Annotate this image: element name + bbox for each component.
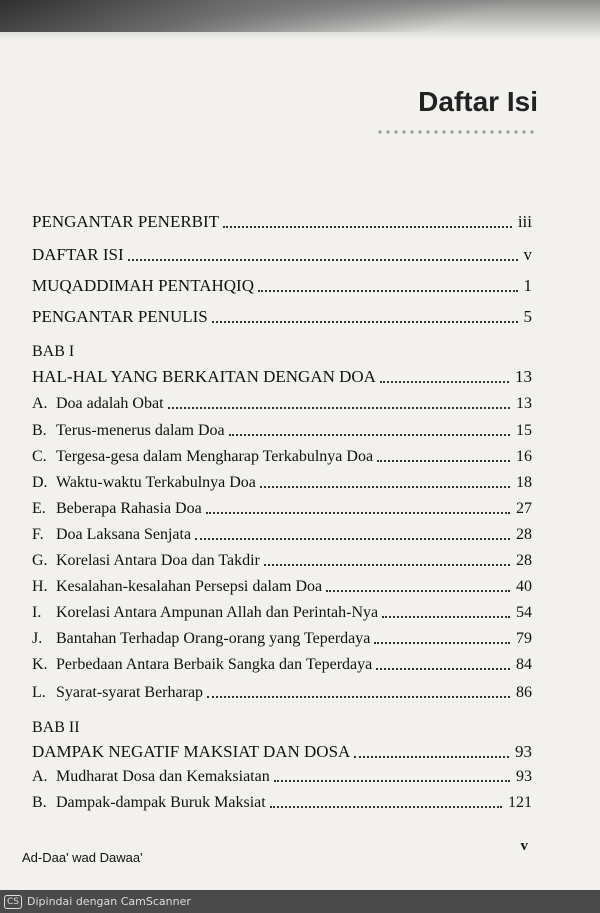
dot-leader bbox=[223, 226, 512, 228]
toc-entry-label: DAMPAK NEGATIF MAKSIAT DAN DOSA bbox=[32, 742, 351, 761]
toc-page-number: 13 bbox=[515, 367, 532, 386]
toc-entry-label: PENGANTAR PENERBIT bbox=[32, 212, 220, 231]
toc-page-number: 86 bbox=[516, 684, 532, 701]
toc-page-number: 5 bbox=[523, 307, 532, 326]
toc-item bbox=[32, 422, 532, 440]
item-letter: A. bbox=[32, 768, 48, 785]
toc-entry-label: Perbedaan Antara Berbaik Sangka dan Teperdaya bbox=[56, 656, 373, 673]
dot-leader bbox=[326, 590, 510, 592]
toc-entry-label: PENGANTAR PENULIS bbox=[32, 307, 208, 326]
chapter-label: BAB II bbox=[32, 719, 80, 736]
toc-entry-label: Tergesa-gesa dalam Mengharap Terkabulnya Doa bbox=[56, 448, 374, 465]
toc-entry bbox=[32, 276, 532, 296]
toc-item bbox=[32, 395, 532, 413]
dot-leader bbox=[206, 512, 510, 514]
toc-page-number: 28 bbox=[516, 552, 532, 569]
item-letter: G. bbox=[32, 552, 48, 569]
dot-leader bbox=[207, 696, 510, 698]
toc-page-number: 93 bbox=[515, 742, 532, 761]
page-number: v bbox=[520, 838, 528, 854]
item-letter: B. bbox=[32, 422, 47, 439]
dot-leader bbox=[260, 486, 510, 488]
item-letter: A. bbox=[32, 395, 48, 412]
toc-item bbox=[32, 604, 532, 622]
toc-entry bbox=[32, 307, 532, 327]
chapter-label: BAB I bbox=[32, 343, 75, 360]
toc-entry-label: Bantahan Terhadap Orang-orang yang Teperdaya bbox=[56, 630, 371, 647]
toc-item bbox=[32, 768, 532, 786]
toc-entry bbox=[32, 245, 532, 265]
toc-item bbox=[32, 474, 532, 492]
toc-entry-label: Doa adalah Obat bbox=[56, 395, 164, 412]
toc-item bbox=[32, 448, 532, 466]
toc-item bbox=[32, 578, 532, 596]
item-letter: I. bbox=[32, 604, 42, 621]
toc-entry-label: Korelasi Antara Doa dan Takdir bbox=[56, 552, 260, 569]
chapter-heading bbox=[32, 367, 532, 387]
toc-entry-label: Doa Laksana Senjata bbox=[56, 526, 192, 543]
dot-leader bbox=[258, 290, 518, 292]
toc-page-number: 84 bbox=[516, 656, 532, 673]
toc-page-number: iii bbox=[517, 212, 532, 231]
item-letter: J. bbox=[32, 630, 43, 647]
item-letter: D. bbox=[32, 474, 48, 491]
toc-entry-label: Syarat-syarat Berharap bbox=[56, 684, 204, 701]
dot-leader bbox=[354, 756, 509, 758]
page-curl bbox=[0, 0, 600, 32]
item-letter: B. bbox=[32, 794, 47, 811]
item-letter: H. bbox=[32, 578, 48, 595]
toc-page-number: 79 bbox=[516, 630, 532, 647]
dot-leader bbox=[264, 564, 510, 566]
dot-leader bbox=[382, 616, 510, 618]
toc-item bbox=[32, 552, 532, 570]
toc-page-number: 15 bbox=[516, 422, 532, 439]
item-letter: L. bbox=[32, 684, 46, 701]
dot-leader bbox=[377, 460, 510, 462]
toc-page-number: 27 bbox=[516, 500, 532, 517]
toc-entry-label: Waktu-waktu Terkabulnya Doa bbox=[56, 474, 256, 491]
toc-entry-label: HAL-HAL YANG BERKAITAN DENGAN DOA bbox=[32, 367, 376, 386]
dot-leader bbox=[270, 806, 502, 808]
item-letter: C. bbox=[32, 448, 47, 465]
item-letter: K. bbox=[32, 656, 48, 673]
camscanner-icon: CS bbox=[4, 895, 22, 909]
toc-entry-label: Beberapa Rahasia Doa bbox=[56, 500, 202, 517]
toc-page-number: 28 bbox=[516, 526, 532, 543]
toc-entry-label: Kesalahan-kesalahan Persepsi dalam Doa bbox=[56, 578, 323, 595]
dot-leader bbox=[376, 668, 510, 670]
toc-item bbox=[32, 526, 532, 544]
toc-item bbox=[32, 684, 532, 702]
dot-leader bbox=[380, 381, 509, 383]
toc-item bbox=[32, 630, 532, 648]
toc-entry-label: Mudharat Dosa dan Kemaksiatan bbox=[56, 768, 270, 785]
toc-page-number: 54 bbox=[516, 604, 532, 621]
dot-leader bbox=[128, 259, 518, 261]
toc-page-number: 13 bbox=[516, 395, 532, 412]
dot-leader bbox=[229, 434, 510, 436]
page-title: Daftar Isi bbox=[418, 86, 538, 117]
toc-item bbox=[32, 500, 532, 518]
scanner-watermark bbox=[0, 890, 600, 913]
toc-page-number: 18 bbox=[516, 474, 532, 491]
dot-leader bbox=[212, 321, 518, 323]
dot-leader bbox=[168, 407, 510, 409]
scanner-text: Dipindai dengan CamScanner bbox=[27, 895, 191, 908]
chapter-heading bbox=[32, 742, 532, 762]
running-footer: Ad-Daa' wad Dawaa' bbox=[22, 850, 143, 865]
dot-leader bbox=[374, 642, 510, 644]
toc-page-number: 93 bbox=[516, 768, 532, 785]
title-dotted-rule bbox=[376, 129, 536, 135]
toc-page-number: 121 bbox=[508, 794, 532, 811]
toc-entry bbox=[32, 212, 532, 232]
toc-page-number: 16 bbox=[516, 448, 532, 465]
item-letter: F. bbox=[32, 526, 44, 543]
dot-leader bbox=[274, 780, 510, 782]
toc-entry-label: Terus-menerus dalam Doa bbox=[56, 422, 225, 439]
toc-page-number: 40 bbox=[516, 578, 532, 595]
dot-leader bbox=[195, 538, 510, 540]
toc-entry-label: Korelasi Antara Ampunan Allah dan Perintah-Nya bbox=[56, 604, 379, 621]
toc-item bbox=[32, 656, 532, 674]
toc-page-number: v bbox=[523, 245, 532, 264]
toc-entry-label: DAFTAR ISI bbox=[32, 245, 124, 264]
toc-item bbox=[32, 794, 532, 812]
toc-entry-label: MUQADDIMAH PENTAHQIQ bbox=[32, 276, 254, 295]
item-letter: E. bbox=[32, 500, 46, 517]
toc-entry-label: Dampak-dampak Buruk Maksiat bbox=[56, 794, 266, 811]
toc-page-number: 1 bbox=[523, 276, 532, 295]
